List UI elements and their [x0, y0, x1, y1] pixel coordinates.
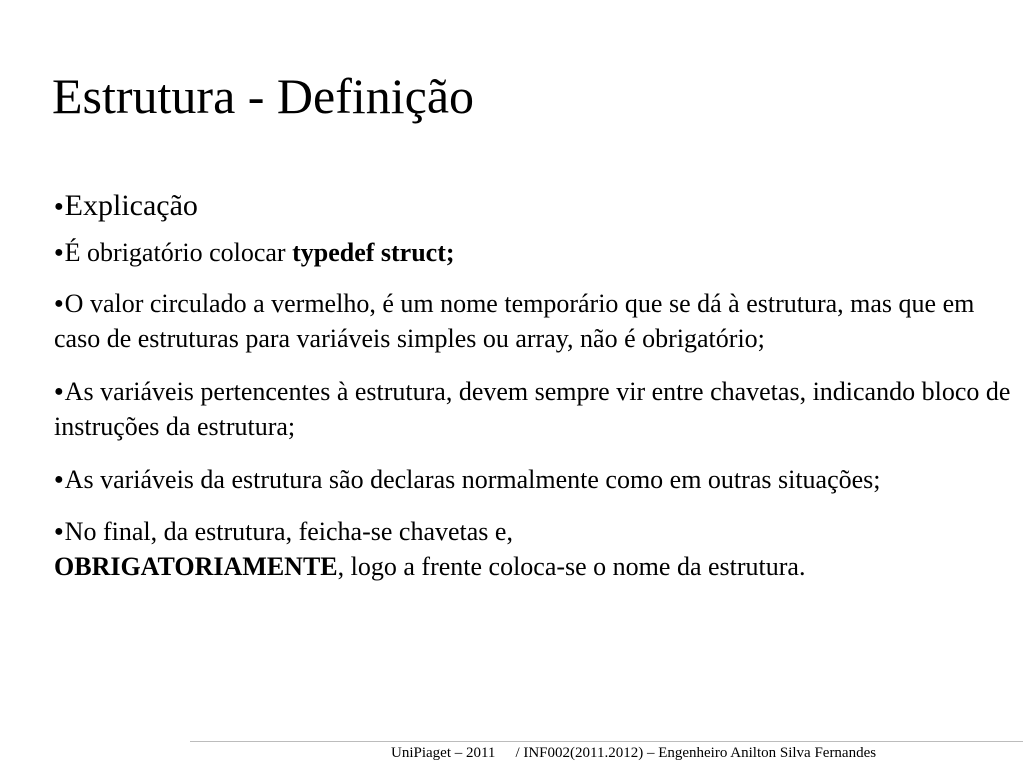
bullet-icon: ● — [54, 523, 64, 540]
bullet-item — [54, 286, 1016, 356]
bullet-icon: ● — [54, 383, 64, 400]
bullet-text: É obrigatório colocar — [64, 238, 293, 267]
bullet-item — [54, 374, 1016, 444]
bullet-text-continuation: , logo a frente coloca-se o nome da estrutura. — [337, 552, 806, 581]
bullet-text: Explicação — [64, 189, 198, 222]
footer-divider — [190, 741, 1023, 742]
bullet-icon: ● — [54, 244, 64, 261]
bullet-item — [54, 462, 1016, 497]
bullet-text: O valor circulado a vermelho, é um nome temporário que se dá à estrutura, mas que em caso de estruturas para variáveis simples ou array, não é obrigatório; — [54, 289, 975, 353]
bullet-bold-text: OBRIGATORIAMENTE — [54, 552, 338, 581]
bullet-text: No final, da estrutura, feicha-se chavetas e, — [64, 517, 513, 546]
footer — [391, 744, 876, 762]
bullet-text: As variáveis da estrutura são declaras normalmente como em outras situações; — [64, 465, 881, 494]
bullet-bold-text: typedef struct; — [292, 238, 455, 267]
slide-title: Estrutura - Definição — [52, 68, 475, 124]
bullet-item — [54, 514, 1016, 584]
bullet-list — [54, 188, 1016, 602]
bullet-item — [54, 188, 1016, 225]
footer-left-text: UniPiaget – 2011 — [391, 745, 496, 761]
bullet-icon: ● — [54, 295, 64, 312]
bullet-icon: ● — [54, 198, 64, 215]
footer-right-text: / INF002(2011.2012) – Engenheiro Anilton Silva Fernandes — [515, 745, 877, 761]
bullet-item — [54, 235, 1016, 270]
bullet-text: As variáveis pertencentes à estrutura, devem sempre vir entre chavetas, indicando bloco de instruções da estrutura; — [54, 377, 1011, 441]
bullet-icon: ● — [54, 471, 64, 488]
